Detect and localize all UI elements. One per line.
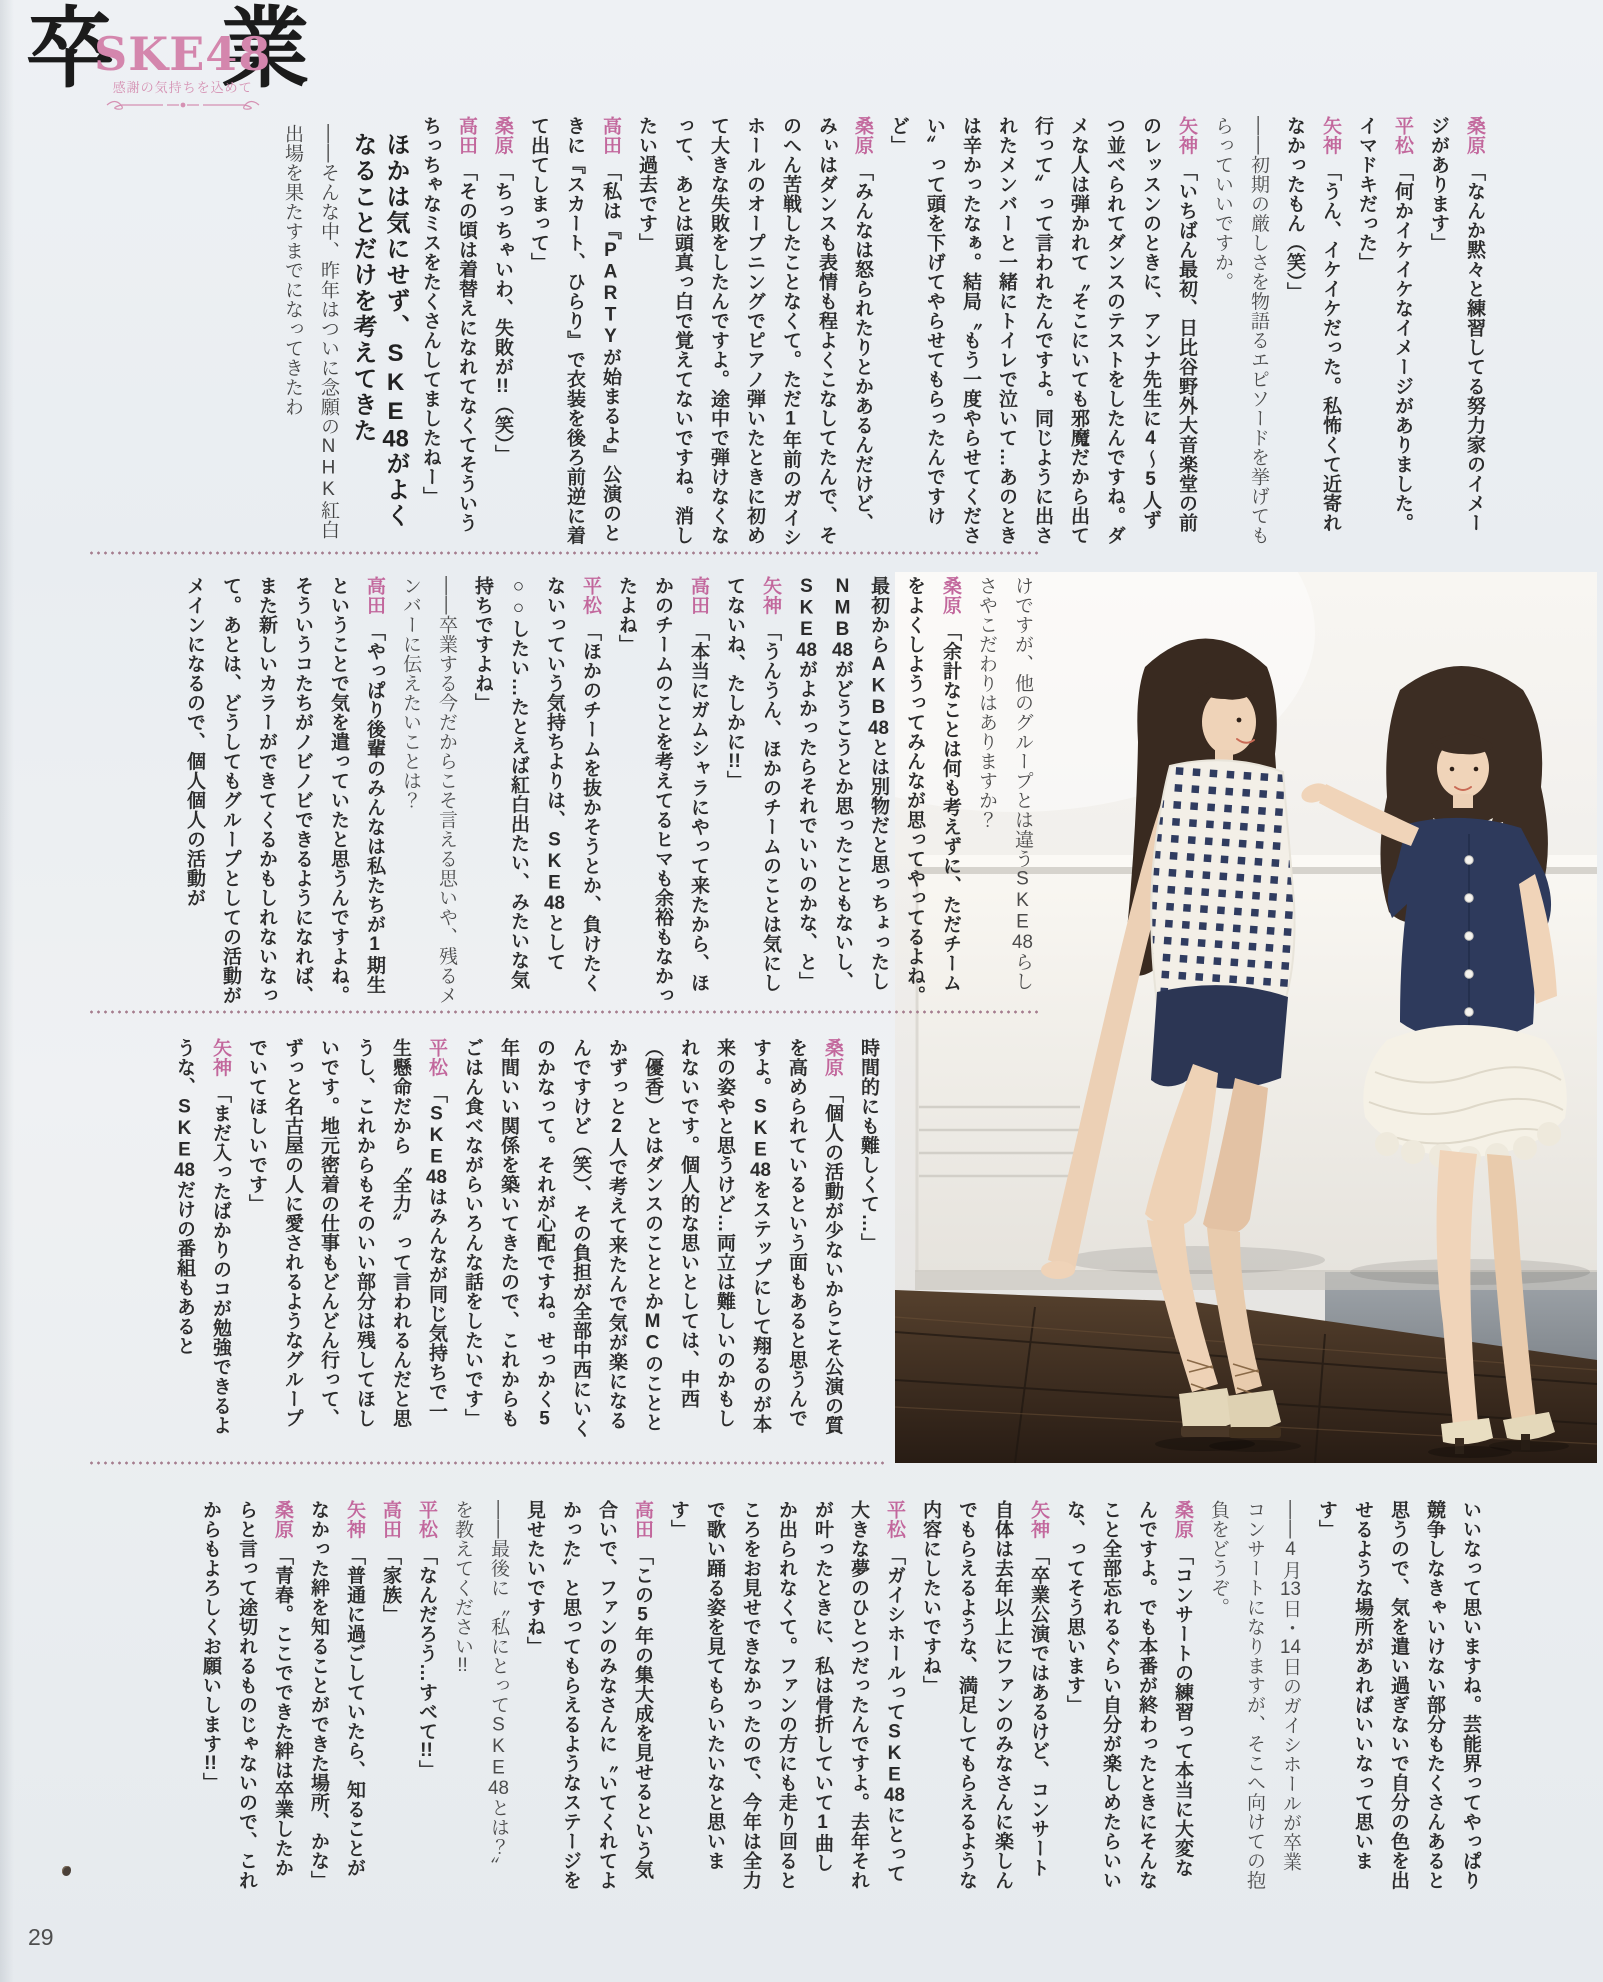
speaker-name: 桑原 <box>492 116 513 155</box>
speaker-name: 高田 <box>632 1500 653 1539</box>
speech-paragraph: 高田「私は『PARTYが始まるよ』公演のときに『スカート、ひらり』で衣装を後ろ前逆に着て出てしまって」 <box>528 116 621 545</box>
text-paragraph: けですが、他のグループとは違うSKE48らしさやこだわりはありますか？ <box>976 576 1033 991</box>
speech-paragraph: 平松「ガイシホールってSKE48にとって大きな夢のひとつだったんですよ。去年それが叶ったときに、私は骨折していて1曲しか出られなくて。ファンの方にも走り回るところをお見せできなかったので、今年は全力で歌い踊る姿を見てもらいたいなと思います」 <box>668 1500 905 1890</box>
article-title <box>26 2 309 112</box>
speaker-name: 高田 <box>688 576 709 615</box>
speech-paragraph: 桑原「ちっちゃいわ、失敗が!!（笑）」 <box>492 116 513 464</box>
speaker-name: 桑原 <box>272 1500 293 1539</box>
flourish-ornament <box>103 96 263 112</box>
interview-band-4 <box>78 1500 1488 1890</box>
speaker-name: 平松 <box>426 1038 447 1077</box>
speaker-name: 桑原 <box>822 1038 843 1077</box>
text-paragraph: ——そんな中、昨年はついに念願のNHK紅白出場を果たすまでになってきたわ <box>282 124 339 540</box>
speech-paragraph: 矢神「卒業公演ではあるけど、コンサート自体は去年以上にファンのみなさんに楽しんでもらえるような、満足してもらえるような内容にしたいですね」 <box>920 1500 1049 1890</box>
speech-paragraph: 桑原「余計なことは何も考えずに、ただチームをよくしようってみんなが思ってやってるよね。最初からAKB48とは別物だと思っちょったしNMB48がどうこうとか思ったこともないし、SKE48がよかったらそれでいいのかな、と」 <box>796 576 961 1005</box>
speech-paragraph: 高田「この5年の集大成を見せるという気合いで、ファンのみなさんに〝いてくれてよかった〟と思ってもらえるようなステージを見せたいですね」 <box>524 1500 653 1890</box>
speech-paragraph: 高田「家族」 <box>380 1500 401 1624</box>
speaker-name: 平松 <box>580 576 601 615</box>
dotted-separator-2 <box>88 1010 1038 1014</box>
section-heading: ほかは気にせず、SKE48がよくなることだけを考えてきた <box>349 132 409 529</box>
speaker-name: 矢神 <box>760 576 781 615</box>
speaker-name: 平松 <box>1392 116 1413 155</box>
speech-paragraph: 矢神「まだ入ったばかりのコが勉強できるような、SKE48だけの番組もあると <box>174 1038 231 1435</box>
title-tagline: 感謝の気持ちを込めて <box>112 80 253 95</box>
speech-paragraph: 桑原「青春。ここでできた絆は卒業したからと言って途切れるものじゃないので、これからもよろしくお願いします!!」 <box>200 1500 293 1890</box>
speech-paragraph: 平松「何かイケイケなイメージがありました。イマドキだった」 <box>1356 116 1413 533</box>
page-number: 29 <box>28 1924 54 1950</box>
title-kanji-right: 業 <box>221 0 310 100</box>
speaker-name: 桑原 <box>1464 116 1485 155</box>
speech-paragraph: 平松「ほかのチームを抜かそうとか、負けたくないっていう気持ちよりは、SKE48として○○したい…たとえば紅白出たい、みたいな気持ちですよね」 <box>472 576 601 993</box>
speech-paragraph: 高田「やっぱり後輩のみんなは私たちが1期生ということで気を遣っていたと思うんですよね。そういうコたちがノビノビできるようになれば、また新しいカラーができてくるかもしれないなって。あとは、どうしてもグループとしての活動がメインになるので、個人個人の活動が <box>184 576 385 1005</box>
speaker-name: 平松 <box>884 1500 905 1539</box>
interview-band-2 <box>78 576 1040 1006</box>
speaker-name: 高田 <box>600 116 621 155</box>
speech-paragraph: 桑原「みんなは怒られたりとかあるんだけど、みぃはダンスも表情も程よくこなしてたんで、そのへん苦戦したことなくて。ただ1年前のガイシホールのオープニングでピアノ弾いたときに初めて大きな失敗をしたんですよ。途中で弾けなくなって、あとは頭真っ白で覚えてないですね。消したい過去です」 <box>636 116 873 547</box>
speaker-name: 矢神 <box>1320 116 1341 155</box>
speaker-name: 桑原 <box>852 116 873 155</box>
speaker-name: 平松 <box>416 1500 437 1539</box>
speaker-name: 矢神 <box>1176 116 1197 155</box>
text-paragraph: 時間的にも難しくて…」 <box>858 1038 879 1253</box>
speech-paragraph: 平松「SKE48はみんなが同じ気持ちで一生懸命だから〝全力〟って言われるんだと思うし、これからもそのいい部分は残してほしいです。地元密着の仕事もどんどん行って、ずっと名古屋の人に愛されるようなグループでいてほしいです」 <box>246 1038 447 1428</box>
speaker-name: 桑原 <box>940 576 961 615</box>
dotted-separator-1 <box>88 551 1038 555</box>
speaker-name: 高田 <box>380 1500 401 1539</box>
speech-paragraph: 桑原「なんか黙々と練習してる努力家のイメージがあります」 <box>1428 116 1485 533</box>
scan-speck <box>62 1866 71 1876</box>
speech-paragraph: 矢神「うん、イケイケだった。私怖くて近寄れなかったもん（笑）」 <box>1284 116 1341 533</box>
interview-band-3 <box>78 1038 886 1440</box>
speaker-name: 桑原 <box>1172 1500 1193 1539</box>
ske48-logo: SKE48 <box>94 27 272 81</box>
text-paragraph: いいなって思いますね。芸能界ってやっぱり競争しなきゃいけない部分もたくさんあると思うので、気を遣い過ぎないで自分の色を出せるような場所があればいいなって思います」 <box>1316 1500 1481 1890</box>
speech-paragraph: 高田「本当にガムシャラにやって来たから、ほかのチームのことを考えてるヒマも余裕もなかったよね」 <box>616 576 709 1005</box>
speech-paragraph: 矢神「うんうん、ほかのチームのことは気にしてないね、たしかに!!」 <box>724 576 781 993</box>
speech-paragraph: 高田「その頃は着替えになれてなくてそういうちっちゃなミスをたくさんしてましたねー」 <box>420 116 477 533</box>
speech-paragraph: 矢神「いちばん最初、日比谷野外大音楽堂の前のレッスンのときに、アンナ先生に4〜5人ずつ並べられてダンスのテストをしたんですね。ダメな人は弾かれて〝そこにいても邪魔だから出て行って〟って言われたんですよ。同じように出されたメンバーと一緒にトイレで泣いて…あのときは辛かったなぁ。結局〝もう一度やらせてください〟って頭を下げてやらせてもらったんですけど」 <box>888 116 1197 545</box>
text-paragraph: ——最後に〝私にとってSKE48とは？〟を教えてください!! <box>452 1500 509 1876</box>
speech-paragraph: 桑原「個人の活動が少ないからこそ公演の質を高められているという面もあると思うんですよ。SKE48をステップにして翔るのが本来の姿やと思うけど…両立は難しいのかもしれないです。個人的な思いとしては、中西（優香）とはダンスのこととかMCのこととかずっと2人で考えて来たんで気が楽になるんですけど（笑）、その負担が全部中西にいくのかなって。それが心配ですね。せっかく5年間いい関係を築いてきたので、これからもごはん食べながらいろんな話をしたいです」 <box>462 1038 843 1438</box>
text-paragraph: ——卒業する今だからこそ言える思いや、残るメンバーに伝えたいことは？ <box>400 576 457 1005</box>
text-paragraph: ——初期の厳しさを物語るエピソードを挙げてもらっていいですか。 <box>1212 116 1269 545</box>
speech-paragraph: 桑原「コンサートの練習って本当に大変なんですよ。でも本番が終わったときにそんなこと全部忘れるぐらい自分が楽しめたらいいな、ってそう思います」 <box>1064 1500 1193 1890</box>
speaker-name: 高田 <box>364 576 385 615</box>
scan-edge-shade <box>0 0 14 1982</box>
speech-paragraph: 平松「なんだろう…すべて!!」 <box>416 1500 437 1780</box>
title-kanji-left: 卒 <box>26 0 115 100</box>
speaker-name: 高田 <box>456 116 477 155</box>
speaker-name: 矢神 <box>210 1038 231 1077</box>
interview-band-1 <box>78 116 1492 548</box>
speaker-name: 矢神 <box>344 1500 365 1539</box>
dotted-separator-3 <box>88 1461 886 1465</box>
title-logo-block <box>94 27 272 112</box>
speech-paragraph: 矢神「普通に過ごしていたら、知ることがなかった絆を知ることができた場所、かな」 <box>308 1500 365 1890</box>
speaker-name: 矢神 <box>1028 1500 1049 1539</box>
text-paragraph: ——4月13日・14日のガイシホールが卒業コンサートになりますが、そこへ向けての抱負をどうぞ。 <box>1208 1500 1301 1890</box>
